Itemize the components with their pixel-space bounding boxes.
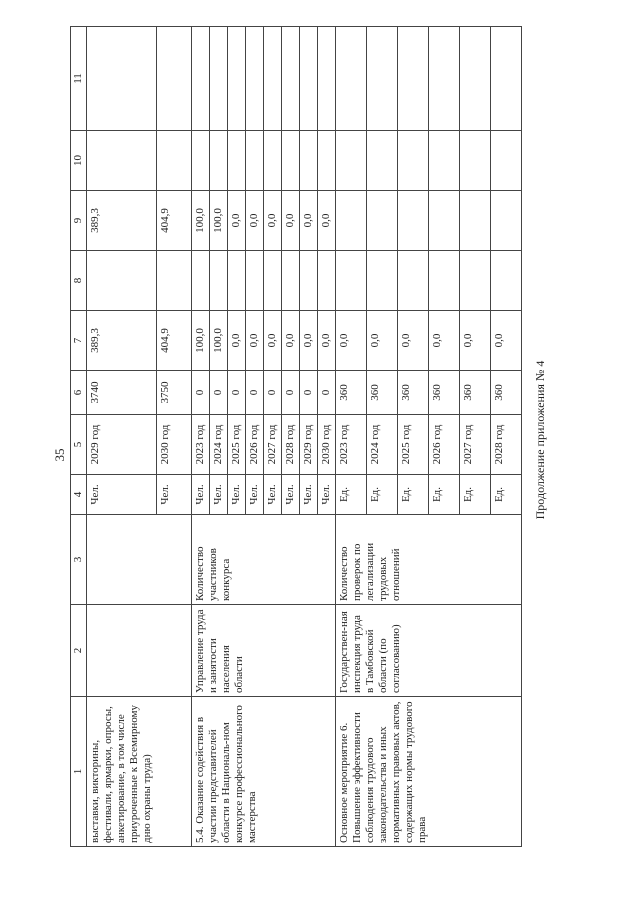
unit-cell: Чел. [318, 475, 336, 515]
unit-cell: Ед. [367, 475, 398, 515]
amount-cell [87, 251, 157, 311]
year-cell: 2026 год [429, 415, 460, 475]
event-name-cell: выставки, викторины, фестивали, ярмарки, опросы, анкетирование, в том числе приуроченные к Всемирному дню охраны труда) [87, 697, 192, 847]
value-cell: 0 [228, 371, 246, 415]
amount-cell [157, 131, 192, 191]
amount-cell [336, 131, 367, 191]
table-row [87, 27, 157, 847]
year-cell: 2024 год [367, 415, 398, 475]
amount-cell [192, 251, 210, 311]
amount-cell [228, 131, 246, 191]
year-cell: 2029 год [87, 415, 157, 475]
col-header-5: 5 [71, 415, 87, 475]
unit-cell: Ед. [491, 475, 522, 515]
amount-cell: 0,0 [264, 191, 282, 251]
amount-cell [282, 27, 300, 131]
amount-cell [460, 131, 491, 191]
unit-cell: Чел. [87, 475, 157, 515]
year-cell: 2028 год [282, 415, 300, 475]
amount-cell [398, 251, 429, 311]
unit-cell: Чел. [264, 475, 282, 515]
amount-cell [264, 251, 282, 311]
amount-cell [491, 131, 522, 191]
year-cell: 2029 год [300, 415, 318, 475]
value-cell: 3740 [87, 371, 157, 415]
amount-cell [300, 131, 318, 191]
col-header-2: 2 [71, 605, 87, 697]
value-cell: 0 [246, 371, 264, 415]
amount-total-cell: 0,0 [228, 311, 246, 371]
amount-total-cell: 0,0 [318, 311, 336, 371]
col-header-4: 4 [71, 475, 87, 515]
year-cell: 2027 год [460, 415, 491, 475]
value-cell: 0 [264, 371, 282, 415]
amount-total-cell: 0,0 [246, 311, 264, 371]
unit-cell: Чел. [282, 475, 300, 515]
amount-cell [429, 131, 460, 191]
unit-cell: Ед. [429, 475, 460, 515]
amount-cell [367, 251, 398, 311]
amount-cell: 0,0 [318, 191, 336, 251]
document-table [70, 26, 522, 847]
unit-cell: Чел. [300, 475, 318, 515]
year-cell: 2023 год [192, 415, 210, 475]
amount-total-cell: 0,0 [398, 311, 429, 371]
value-cell: 360 [491, 371, 522, 415]
year-cell: 2026 год [246, 415, 264, 475]
amount-total-cell: 0,0 [460, 311, 491, 371]
amount-cell [246, 251, 264, 311]
page-number: 35 [52, 448, 67, 462]
year-cell: 2025 год [398, 415, 429, 475]
amount-cell [336, 251, 367, 311]
amount-cell [318, 27, 336, 131]
document-table-container [70, 27, 590, 847]
amount-cell [264, 27, 282, 131]
value-cell: 0 [282, 371, 300, 415]
amount-cell [460, 27, 491, 131]
amount-cell [300, 251, 318, 311]
amount-cell [282, 131, 300, 191]
amount-cell [367, 131, 398, 191]
amount-cell [460, 191, 491, 251]
col-header-3: 3 [71, 515, 87, 605]
amount-total-cell: 100,0 [210, 311, 228, 371]
col-header-9: 9 [71, 191, 87, 251]
amount-cell [157, 251, 192, 311]
event-name-cell: 5.4. Оказание содействия в участии представителей области в Националь-ном конкурсе профессионального мастерства [192, 697, 336, 847]
amount-cell [429, 27, 460, 131]
amount-cell: 0,0 [282, 191, 300, 251]
amount-cell [336, 27, 367, 131]
running-head: Продолжение приложения № 4 [533, 360, 547, 520]
value-cell: 360 [398, 371, 429, 415]
col-header-7: 7 [71, 311, 87, 371]
amount-cell [491, 191, 522, 251]
amount-cell [228, 27, 246, 131]
executor-cell: Управление труда и занятости населения области [192, 605, 336, 697]
value-cell: 360 [429, 371, 460, 415]
amount-total-cell: 0,0 [282, 311, 300, 371]
amount-cell [367, 191, 398, 251]
amount-cell [210, 131, 228, 191]
amount-cell [460, 251, 491, 311]
value-cell: 0 [210, 371, 228, 415]
year-cell: 2028 год [491, 415, 522, 475]
amount-cell: 389,3 [87, 191, 157, 251]
amount-cell [264, 131, 282, 191]
col-header-11: 11 [71, 27, 87, 131]
col-header-10: 10 [71, 131, 87, 191]
table-row [192, 27, 210, 847]
indicator-cell: Количество проверок по легализации трудовых отношений [336, 515, 522, 605]
amount-cell [398, 191, 429, 251]
amount-total-cell: 0,0 [491, 311, 522, 371]
executor-cell [87, 605, 192, 697]
col-header-1: 1 [71, 697, 87, 847]
amount-cell [318, 131, 336, 191]
table-row [336, 27, 367, 847]
year-cell: 2027 год [264, 415, 282, 475]
unit-cell: Ед. [460, 475, 491, 515]
amount-cell [87, 27, 157, 131]
year-cell: 2024 год [210, 415, 228, 475]
amount-cell: 0,0 [300, 191, 318, 251]
amount-total-cell: 0,0 [367, 311, 398, 371]
amount-cell [246, 131, 264, 191]
amount-cell [336, 191, 367, 251]
amount-cell [398, 27, 429, 131]
unit-cell: Ед. [398, 475, 429, 515]
amount-cell: 100,0 [210, 191, 228, 251]
unit-cell: Чел. [192, 475, 210, 515]
unit-cell: Ед. [336, 475, 367, 515]
amount-cell [210, 27, 228, 131]
amount-cell: 0,0 [246, 191, 264, 251]
amount-cell [398, 131, 429, 191]
amount-cell [429, 251, 460, 311]
indicator-cell: Количество участников конкурса [192, 515, 336, 605]
executor-cell: Государствен-ная инспекция труда в Тамбовской области (по согласованию) [336, 605, 522, 697]
year-cell: 2030 год [318, 415, 336, 475]
amount-cell [157, 27, 192, 131]
value-cell: 3750 [157, 371, 192, 415]
year-cell: 2030 год [157, 415, 192, 475]
amount-cell [367, 27, 398, 131]
amount-cell [491, 251, 522, 311]
amount-cell [318, 251, 336, 311]
amount-cell [210, 251, 228, 311]
amount-cell: 0,0 [228, 191, 246, 251]
unit-cell: Чел. [246, 475, 264, 515]
amount-total-cell: 0,0 [336, 311, 367, 371]
value-cell: 360 [336, 371, 367, 415]
col-header-6: 6 [71, 371, 87, 415]
amount-cell [87, 131, 157, 191]
unit-cell: Чел. [228, 475, 246, 515]
amount-cell [228, 251, 246, 311]
indicator-cell [87, 515, 192, 605]
amount-total-cell: 0,0 [429, 311, 460, 371]
unit-cell: Чел. [157, 475, 192, 515]
value-cell: 360 [460, 371, 491, 415]
amount-cell [192, 27, 210, 131]
header-row [71, 27, 87, 847]
amount-cell [282, 251, 300, 311]
amount-total-cell: 100,0 [192, 311, 210, 371]
value-cell: 360 [367, 371, 398, 415]
year-cell: 2023 год [336, 415, 367, 475]
event-name-cell: Основное мероприятие 6. Повышение эффективности соблюдения трудового законодательства и иных нормативных правовых актов, содержащих нормы трудового права [336, 697, 522, 847]
amount-cell [429, 191, 460, 251]
amount-total-cell: 389,3 [87, 311, 157, 371]
value-cell: 0 [192, 371, 210, 415]
amount-total-cell: 0,0 [300, 311, 318, 371]
amount-cell: 404,9 [157, 191, 192, 251]
amount-cell [246, 27, 264, 131]
value-cell: 0 [300, 371, 318, 415]
value-cell: 0 [318, 371, 336, 415]
col-header-8: 8 [71, 251, 87, 311]
unit-cell: Чел. [210, 475, 228, 515]
amount-cell [300, 27, 318, 131]
year-cell: 2025 год [228, 415, 246, 475]
amount-total-cell: 0,0 [264, 311, 282, 371]
amount-cell [192, 131, 210, 191]
amount-cell: 100,0 [192, 191, 210, 251]
amount-total-cell: 404,9 [157, 311, 192, 371]
amount-cell [491, 27, 522, 131]
